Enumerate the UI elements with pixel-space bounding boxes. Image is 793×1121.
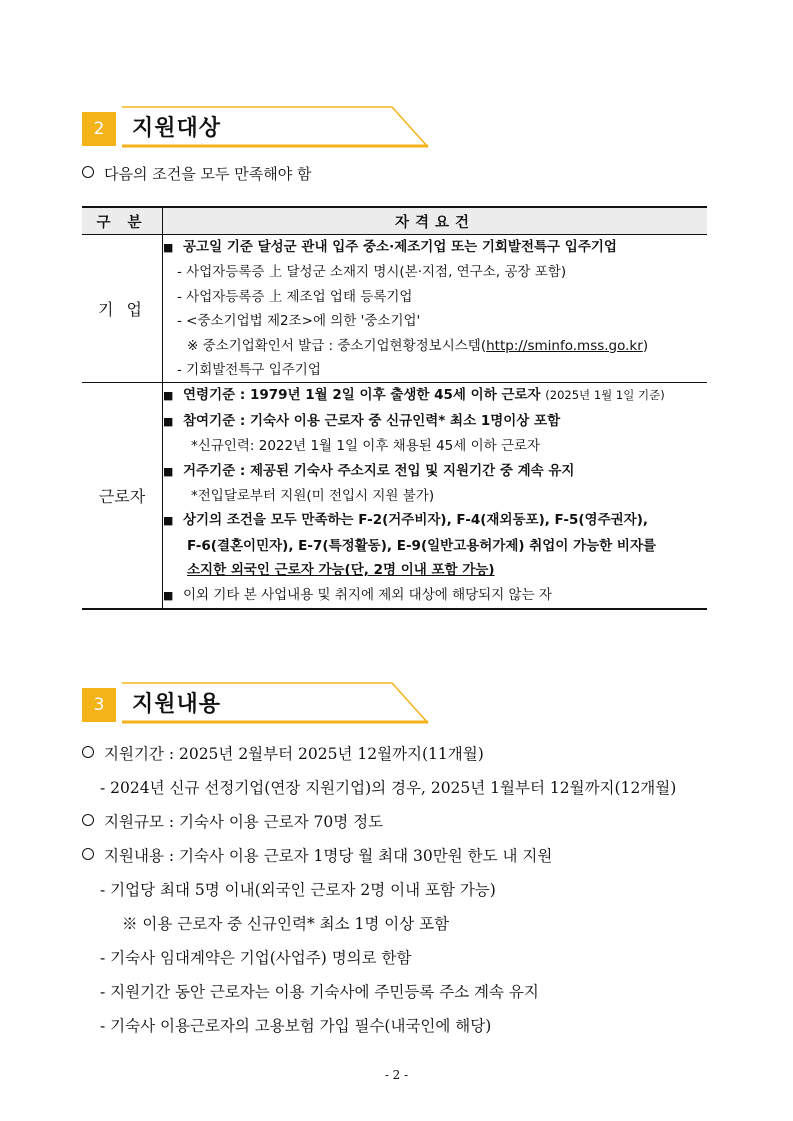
- note-item: ※ 중소기업확인서 발급 : 중소기업현황정보시스템(http://sminfo.mss.go.kr): [187, 337, 649, 354]
- list-item: ■ 거주기준 : 제공된 기숙사 주소지로 전입 및 지원기간 중 계속 유지: [163, 459, 707, 484]
- note-item: ※ 이용 근로자 중 신규인력* 최소 1명 이상 포함: [122, 915, 450, 933]
- category-worker: 근로자: [82, 383, 163, 609]
- section-title: 지원내용: [132, 692, 222, 717]
- section-number: 3: [82, 688, 116, 722]
- section-2-header: [82, 106, 392, 148]
- square-bullet-icon: ■: [163, 514, 174, 528]
- list-item-continued: F-6(결혼이민자), E-7(특정활동), E-9(일반고용허가제) 취업이 가능한 비자를: [187, 537, 657, 554]
- square-bullet-icon: ■: [163, 241, 174, 254]
- table-header-row: [82, 207, 707, 235]
- header-category: 구 분: [82, 207, 163, 235]
- square-bullet-icon: ■: [163, 414, 174, 428]
- note-item: *전입달로부터 지원(미 전입시 지원 불가): [191, 488, 435, 505]
- square-bullet-icon: ■: [163, 389, 174, 403]
- list-item: ■ 참여기준 : 기숙사 이용 근로자 중 신규인력* 최소 1명이상 포함: [163, 409, 707, 434]
- page-number: - 2 -: [384, 1068, 409, 1082]
- list-item: - 사업자등록증 上 제조업 업태 등록기업: [177, 288, 413, 305]
- category-company: 기 업: [82, 235, 163, 383]
- list-item: 지원내용 : 기숙사 이용 근로자 1명당 월 최대 30만원 한도 내 지원: [82, 839, 676, 873]
- sminfo-link[interactable]: http://sminfo.mss.go.kr: [486, 337, 643, 354]
- list-item: - 기숙사 임대계약은 기업(사업주) 명의로 한함: [100, 949, 412, 967]
- section-number: 2: [82, 112, 116, 146]
- circle-bullet-icon: [82, 166, 94, 178]
- list-item: ■ 연령기준 : 1979년 1월 2일 이후 출생한 45세 이하 근로자 (2025년 1월 1일 기준): [163, 383, 707, 408]
- table-row-company: [82, 235, 707, 383]
- support-details: [82, 737, 676, 1043]
- circle-bullet-icon: [82, 848, 94, 860]
- list-item: 지원기간 : 2025년 2월부터 2025년 12월까지(11개월): [82, 737, 676, 771]
- list-item: - 기회발전특구 입주기업: [177, 362, 321, 379]
- list-item: 지원규모 : 기숙사 이용 근로자 70명 정도: [82, 805, 676, 839]
- list-item-continued: 소지한 외국인 근로자 가능(단, 2명 이내 포함 가능): [187, 562, 495, 579]
- header-requirements: 자격요건: [163, 207, 708, 235]
- list-item: - 기업당 최대 5명 이내(외국인 근로자 2명 이내 포함 가능): [100, 881, 496, 899]
- list-item: - 지원기간 동안 근로자는 이용 기숙사에 주민등록 주소 계속 유지: [100, 983, 539, 1001]
- note-item: *신규인력: 2022년 1월 1일 이후 채용된 45세 이하 근로자: [191, 438, 541, 455]
- list-item: - 사업자등록증 上 달성군 소재지 명시(본·지점, 연구소, 공장 포함): [177, 264, 567, 281]
- list-item: ■ 이외 기타 본 사업내용 및 취지에 제외 대상에 해당되지 않는 자: [163, 583, 707, 608]
- circle-bullet-icon: [82, 746, 94, 758]
- eligibility-table: [82, 206, 707, 610]
- worker-requirements: [163, 383, 708, 609]
- list-item: - 2024년 신규 선정기업(연장 지원기업)의 경우, 2025년 1월부터 12월까지(12개월): [100, 779, 677, 797]
- list-item: - <중소기업법 제2조>에 의한 '중소기업': [177, 313, 421, 330]
- circle-bullet-icon: [82, 814, 94, 826]
- square-bullet-icon: ■: [163, 588, 174, 602]
- table-row-worker: [82, 383, 707, 609]
- square-bullet-icon: ■: [163, 464, 174, 478]
- section-title: 지원대상: [132, 116, 222, 141]
- list-item: - 기숙사 이용근로자의 고용보험 가입 필수(내국인에 해당): [100, 1017, 492, 1035]
- intro-line: 다음의 조건을 모두 만족해야 함: [82, 163, 311, 184]
- list-item: ■ 상기의 조건을 모두 만족하는 F-2(거주비자), F-4(재외동포), F-5(영주권자),: [163, 508, 707, 533]
- section-3-header: [82, 682, 392, 724]
- list-item: ■ 공고일 기준 달성군 관내 입주 중소·제조기업 또는 기회발전특구 입주기업: [163, 235, 707, 260]
- company-requirements: [163, 235, 708, 383]
